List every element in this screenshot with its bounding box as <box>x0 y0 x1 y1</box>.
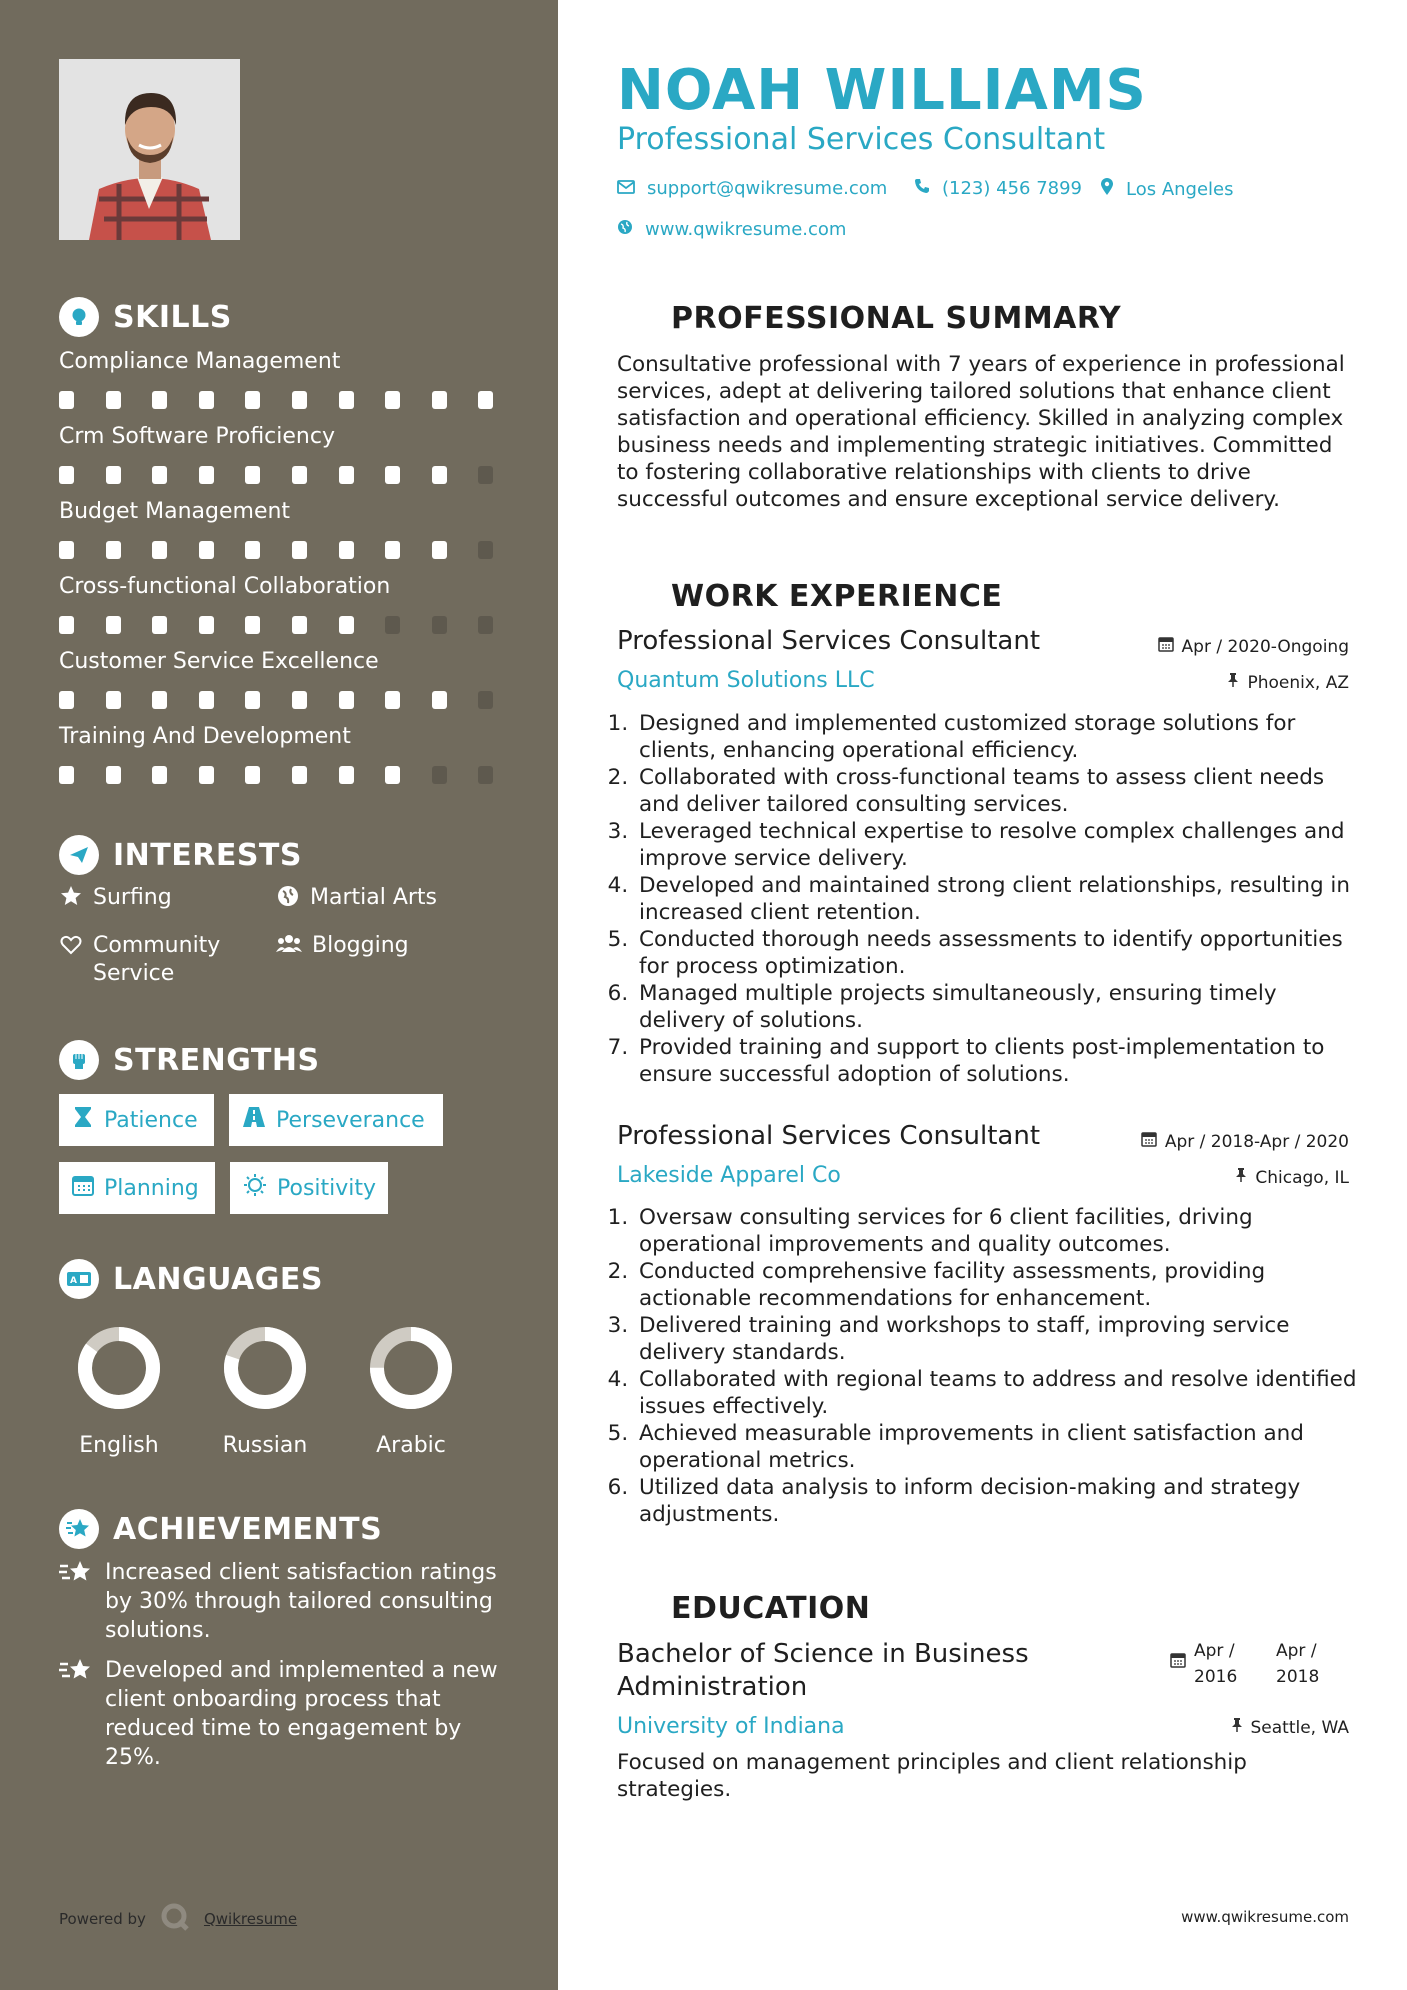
skill-rating-dot <box>385 691 400 709</box>
interests-title: INTERESTS <box>113 837 302 873</box>
job-dates-text: Apr / 2018-Apr / 2020 <box>1164 1131 1349 1152</box>
sidebar <box>0 0 558 1990</box>
skill-rating-dot <box>339 616 354 634</box>
education-date-start: Apr / 2016 <box>1194 1641 1238 1687</box>
interest-label: Surfing <box>93 885 172 910</box>
job-bullet: 1. Designed and implemented customized storage solutions for clients, enhancing operational efficiency. <box>635 710 1357 764</box>
sun-icon <box>243 1173 267 1203</box>
skill-name: Budget Management <box>59 499 291 524</box>
fist-icon <box>59 1040 99 1080</box>
map-pin-icon <box>1100 178 1114 201</box>
globe-icon <box>276 884 300 916</box>
interest-label: Martial Arts <box>310 885 438 910</box>
achievement-text: Increased client satisfaction ratings by 30% through tailored consulting solutions. <box>105 1560 497 1643</box>
job-location-text: Chicago, IL <box>1255 1167 1349 1188</box>
candidate-role: Professional Services Consultant <box>617 122 1106 157</box>
graduate-icon <box>617 1588 657 1628</box>
strength-label: Positivity <box>277 1175 377 1201</box>
company-name: Quantum Solutions LLC <box>617 668 875 693</box>
achievement-text: Developed and implemented a new client onboarding process that reduced time to engagement by 25%. <box>105 1658 498 1770</box>
powered-by-label: Powered by <box>59 1910 146 1928</box>
job-location <box>1235 1167 1349 1188</box>
skill-rating-dot <box>478 766 493 784</box>
job-title: Professional Services Consultant <box>617 626 1041 656</box>
skill-rating-dot <box>339 691 354 709</box>
envelope-icon <box>617 178 635 199</box>
skill-rating-dot <box>199 466 214 484</box>
strengths-heading <box>59 1040 320 1080</box>
heart-icon <box>59 932 83 988</box>
job-bullet: 6. Utilized data analysis to inform decision-making and strategy adjustments. <box>635 1474 1357 1528</box>
skill-rating-dot <box>385 466 400 484</box>
achievements-title: ACHIEVEMENTS <box>113 1511 383 1547</box>
skill-rating-dot <box>152 691 167 709</box>
job-bullet: 4. Collaborated with regional teams to address and resolve identified issues effectively. <box>635 1366 1357 1420</box>
shooting-star-icon <box>59 1558 93 1645</box>
phone-icon <box>914 178 930 199</box>
education-dates <box>1170 1638 1336 1690</box>
skill-rating-dot <box>339 391 354 409</box>
skill-rating-dot <box>152 391 167 409</box>
experience-title: WORK EXPERIENCE <box>671 578 1003 614</box>
interest-item-blogging <box>276 932 496 964</box>
skill-rating <box>59 616 499 634</box>
strength-label: Patience <box>104 1107 198 1133</box>
job-bullets <box>617 710 1357 1088</box>
skill-item <box>59 722 499 752</box>
pin-icon <box>1227 672 1239 693</box>
skill-item <box>59 572 499 602</box>
interest-item-surfing <box>59 884 259 916</box>
skill-rating <box>59 691 499 709</box>
job-bullet: 6. Managed multiple projects simultaneously, ensuring timely delivery of solutions. <box>635 980 1357 1034</box>
paper-plane-icon <box>59 835 99 875</box>
school-name: University of Indiana <box>617 1714 845 1739</box>
interest-label: Blogging <box>312 933 409 958</box>
calendar-icon <box>1158 636 1174 657</box>
education-title: EDUCATION <box>671 1590 871 1626</box>
skill-rating-dot <box>339 466 354 484</box>
education-text: Focused on management principles and client relationship strategies. <box>617 1750 1247 1802</box>
calendar-icon <box>1170 1652 1186 1690</box>
contact-phone[interactable] <box>914 178 1082 199</box>
job-bullets <box>617 1204 1357 1528</box>
strength-tag-patience <box>59 1094 214 1146</box>
education-heading <box>617 1588 870 1628</box>
skill-rating-dot <box>478 466 493 484</box>
contact-location <box>1100 178 1234 201</box>
skill-rating-dot <box>432 391 447 409</box>
qwikresume-link[interactable]: Qwikresume <box>203 1910 298 1928</box>
language-ring <box>220 1323 310 1413</box>
job-bullet: 2. Conducted comprehensive facility assessments, providing actionable recommendations for enhancement. <box>635 1258 1357 1312</box>
lightbulb-icon <box>59 297 99 337</box>
language-item <box>351 1323 471 1458</box>
skill-rating-dot <box>432 541 447 559</box>
pin-icon <box>1231 1717 1243 1738</box>
skill-rating-dot <box>59 616 74 634</box>
skill-rating <box>59 466 499 484</box>
achievement-item <box>59 1558 499 1645</box>
skill-item <box>59 422 499 452</box>
skill-rating-dot <box>478 541 493 559</box>
skill-rating-dot <box>292 691 307 709</box>
achievement-item <box>59 1656 499 1772</box>
svg-text:A: A <box>70 1276 77 1286</box>
skill-rating-dot <box>292 541 307 559</box>
job-bullet: 5. Achieved measurable improvements in client satisfaction and operational metrics. <box>635 1420 1357 1474</box>
skill-name: Crm Software Proficiency <box>59 424 335 449</box>
skill-rating-dot <box>432 466 447 484</box>
skill-name: Cross-functional Collaboration <box>59 574 391 599</box>
strength-label: Perseverance <box>276 1107 425 1133</box>
language-item <box>59 1323 179 1458</box>
briefcase-chair-icon <box>617 576 657 616</box>
skill-rating-dot <box>106 766 121 784</box>
road-icon <box>242 1106 266 1134</box>
job-title: Professional Services Consultant <box>617 1121 1041 1151</box>
location-text: Los Angeles <box>1126 179 1234 200</box>
skill-rating-dot <box>59 691 74 709</box>
skill-rating-dot <box>59 466 74 484</box>
job-bullet: 7. Provided training and support to clients post-implementation to ensure successful adoption of solutions. <box>635 1034 1357 1088</box>
skill-rating-dot <box>106 691 121 709</box>
summary-heading <box>617 298 1121 338</box>
strength-label: Planning <box>104 1175 199 1201</box>
job-dates <box>1158 636 1349 657</box>
pin-icon <box>1235 1167 1247 1188</box>
degree-title: Bachelor of Science in Business Administration <box>617 1639 1029 1702</box>
website-text: www.qwikresume.com <box>645 219 847 240</box>
shooting-star-icon <box>59 1656 93 1772</box>
skill-rating-dot <box>245 541 260 559</box>
languages-heading <box>59 1259 323 1299</box>
summary-title: PROFESSIONAL SUMMARY <box>671 300 1122 336</box>
skill-rating-dot <box>339 541 354 559</box>
skill-item <box>59 647 499 677</box>
skill-rating <box>59 541 499 559</box>
skill-rating-dot <box>152 466 167 484</box>
phone-text: (123) 456 7899 <box>942 178 1083 199</box>
skill-rating-dot <box>292 391 307 409</box>
job-dates <box>1141 1131 1349 1152</box>
skill-rating-dot <box>245 391 260 409</box>
skill-item <box>59 347 499 377</box>
interest-item-community-service <box>59 932 259 988</box>
skill-rating-dot <box>59 541 74 559</box>
skills-title: SKILLS <box>113 299 232 335</box>
languages-title: LANGUAGES <box>113 1261 323 1297</box>
skill-rating-dot <box>385 766 400 784</box>
skill-rating-dot <box>245 616 260 634</box>
candidate-name: NOAH WILLIAMS <box>617 58 1147 123</box>
skills-heading <box>59 297 232 337</box>
skill-rating-dot <box>245 691 260 709</box>
skill-rating <box>59 391 499 409</box>
skill-rating-dot <box>432 691 447 709</box>
skill-rating-dot <box>59 391 74 409</box>
skill-rating-dot <box>292 616 307 634</box>
education-location-text: Seattle, WA <box>1250 1717 1349 1738</box>
skill-rating-dot <box>199 691 214 709</box>
hourglass-icon <box>72 1105 94 1135</box>
powered-by <box>59 1902 297 1936</box>
skill-rating-dot <box>59 766 74 784</box>
job-location <box>1227 672 1349 693</box>
skill-rating-dot <box>478 691 493 709</box>
skill-rating-dot <box>432 616 447 634</box>
footer-url[interactable]: www.qwikresume.com <box>1181 1908 1349 1926</box>
skill-rating-dot <box>199 616 214 634</box>
skill-rating-dot <box>199 391 214 409</box>
skill-rating-dot <box>106 466 121 484</box>
skill-rating-dot <box>152 541 167 559</box>
skill-rating-dot <box>292 466 307 484</box>
skill-name: Customer Service Excellence <box>59 649 379 674</box>
skill-rating-dot <box>152 766 167 784</box>
job-bullet: 3. Leveraged technical expertise to resolve complex challenges and improve service delivery. <box>635 818 1357 872</box>
language-label: English <box>79 1433 159 1458</box>
skill-rating-dot <box>478 391 493 409</box>
education-location <box>1231 1717 1350 1738</box>
skill-rating-dot <box>432 766 447 784</box>
skill-rating-dot <box>245 466 260 484</box>
language-label: Russian <box>222 1433 308 1458</box>
skill-rating-dot <box>385 616 400 634</box>
language-item <box>205 1323 325 1458</box>
contact-website[interactable] <box>617 219 846 240</box>
skill-rating-dot <box>106 616 121 634</box>
calendar-icon <box>72 1174 94 1202</box>
skill-rating-dot <box>106 391 121 409</box>
language-icon <box>59 1259 99 1299</box>
skill-name: Compliance Management <box>59 349 341 374</box>
skill-rating-dot <box>385 391 400 409</box>
language-ring <box>74 1323 164 1413</box>
strength-tag-planning <box>59 1162 215 1214</box>
email-text: support@qwikresume.com <box>647 178 888 199</box>
skill-item <box>59 497 499 527</box>
job-dates-text: Apr / 2020-Ongoing <box>1181 636 1349 657</box>
strength-tag-positivity <box>230 1162 388 1214</box>
job-bullet: 3. Delivered training and workshops to staff, improving service delivery standards. <box>635 1312 1357 1366</box>
user-icon <box>617 298 657 338</box>
job-bullet: 2. Collaborated with cross-functional teams to assess client needs and deliver tailored consulting services. <box>635 764 1357 818</box>
interest-label: Community Service <box>93 933 221 986</box>
skill-rating-dot <box>478 616 493 634</box>
interests-heading <box>59 835 302 875</box>
company-name: Lakeside Apparel Co <box>617 1163 841 1188</box>
skill-rating-dot <box>292 766 307 784</box>
star-icon <box>59 884 83 916</box>
skill-rating-dot <box>245 766 260 784</box>
skill-rating-dot <box>199 766 214 784</box>
interest-item-martial-arts <box>276 884 496 916</box>
globe-icon <box>617 219 633 240</box>
summary-text: Consultative professional with 7 years of experience in professional services, adept at delivering tailored solutions that enhance client satisfaction and operational efficiency. Skilled in analyzing complex business needs and implementing strategic initiatives. Committed to fostering collaborative relationships with clients to drive successful outcomes and ensure exceptional service delivery. <box>617 352 1345 512</box>
skill-rating-dot <box>152 616 167 634</box>
skill-rating <box>59 766 499 784</box>
trophy-star-icon <box>59 1509 99 1549</box>
education-date-end: Apr / 2018 <box>1276 1641 1320 1687</box>
achievements-heading <box>59 1509 382 1549</box>
job-bullet: 4. Developed and maintained strong client relationships, resulting in increased client retention. <box>635 872 1357 926</box>
skill-rating-dot <box>199 541 214 559</box>
qwikresume-logo-icon <box>160 1902 190 1936</box>
experience-heading <box>617 576 1002 616</box>
contact-email[interactable] <box>617 178 887 199</box>
job-bullet: 5. Conducted thorough needs assessments to identify opportunities for process optimization. <box>635 926 1357 980</box>
strength-tag-perseverance <box>229 1094 443 1146</box>
skill-rating-dot <box>385 541 400 559</box>
language-ring <box>366 1323 456 1413</box>
skill-rating-dot <box>339 766 354 784</box>
profile-photo <box>59 59 240 240</box>
job-location-text: Phoenix, AZ <box>1247 672 1349 693</box>
people-icon <box>276 932 302 964</box>
job-bullet: 1. Oversaw consulting services for 6 client facilities, driving operational improvements and quality outcomes. <box>635 1204 1357 1258</box>
calendar-icon <box>1141 1131 1157 1152</box>
strengths-title: STRENGTHS <box>113 1042 320 1078</box>
skill-rating-dot <box>106 541 121 559</box>
language-label: Arabic <box>376 1433 446 1458</box>
skill-name: Training And Development <box>59 724 351 749</box>
